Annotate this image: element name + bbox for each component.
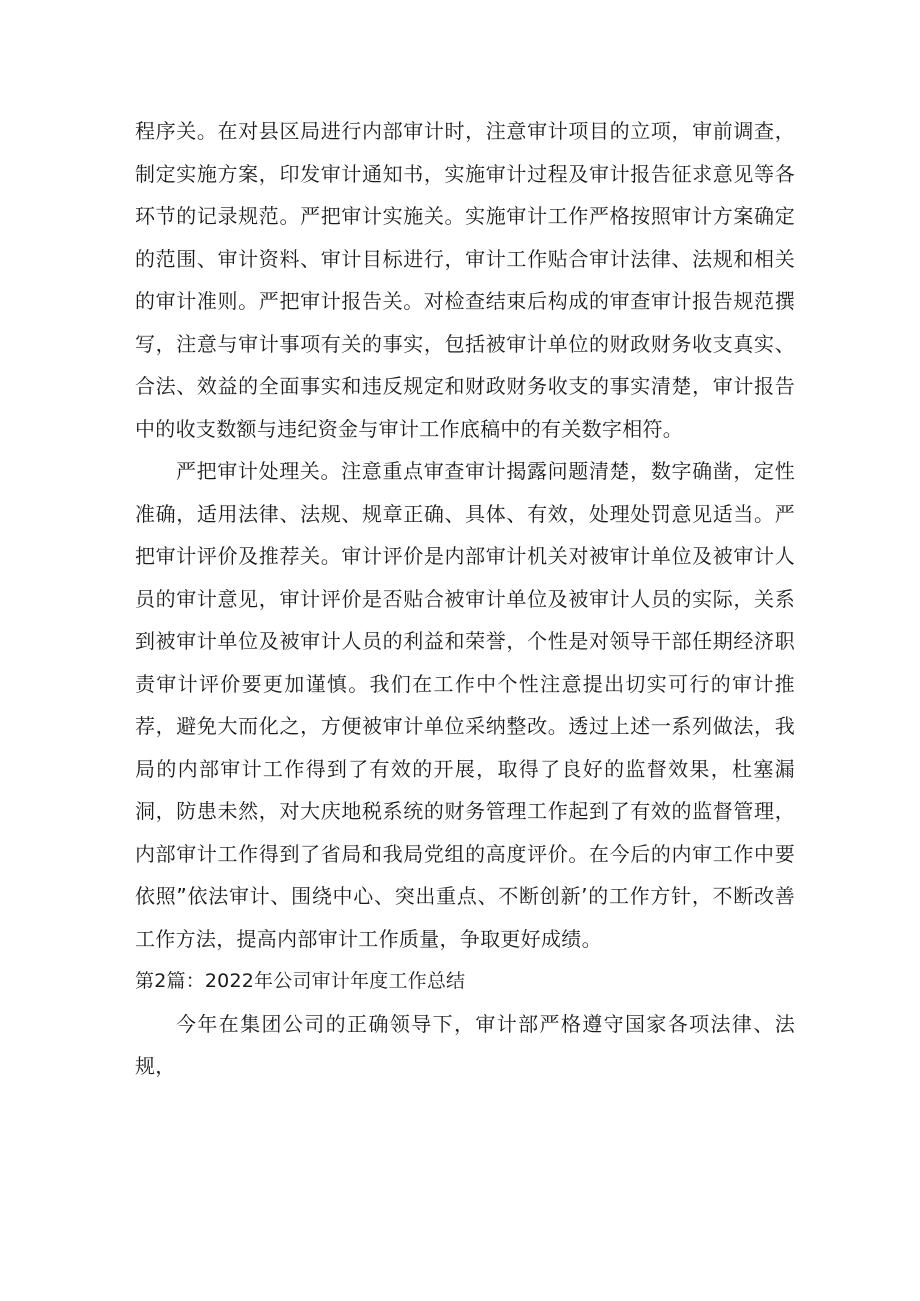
document-body [135, 110, 795, 1088]
paragraph-audit-handling: 严把审计处理关。注意重点审查审计揭露问题清楚，数字确凿，定性准确，适用法律、法规、规章正确、具体、有效，处理处罚意见适当。严把审计评价及推荐关。审计评价是内部审计机关对被审计单位及被审计人员的审计意见，审计评价是否贴合被审计单位及被审计人员的实际，关系到被审计单位及被审计人员的利益和荣誉，个性是对领导干部任期经济职责审计评价要更加谨慎。我们在工作中个性注意提出切实可行的审计推荐，避免大而化之，方便被审计单位采纳整改。透过上述一系列做法，我局的内部审计工作得到了有效的开展，取得了良好的监督效果，杜塞漏洞，防患未然，对大庆地税系统的财务管理工作起到了有效的监督管理，内部审计工作得到了省局和我局党组的高度评价。在今后的内审工作中要依照”依法审计、围绕中心、突出重点、不断创新’的工作方针，不断改善工作方法，提高内部审计工作质量，争取更好成绩。 [135, 459, 795, 951]
paragraph-section-intro: 今年在集团公司的正确领导下，审计部严格遵守国家各项法律、法规， [135, 1011, 795, 1078]
section-heading: 第2篇：2022年公司审计年度工作总结 [135, 970, 466, 992]
paragraph-continuation: 程序关。在对县区局进行内部审计时，注意审计项目的立项，审前调查，制定实施方案，印发审计通知书，实施审计过程及审计报告征求意见等各环节的记录规范。严把审计实施关。实施审计工作严格按照审计方案确定的范围、审计资料、审计目标进行，审计工作贴合审计法律、法规和相关的审计准则。严把审计报告关。对检查结束后构成的审查审计报告规范撰写，注意与审计事项有关的事实，包括被审计单位的财政财务收支真实、合法、效益的全面事实和违反规定和财政财务收支的事实清楚，审计报告中的收支数额与违纪资金与审计工作底稿中的有关数字相符。 [135, 119, 795, 441]
